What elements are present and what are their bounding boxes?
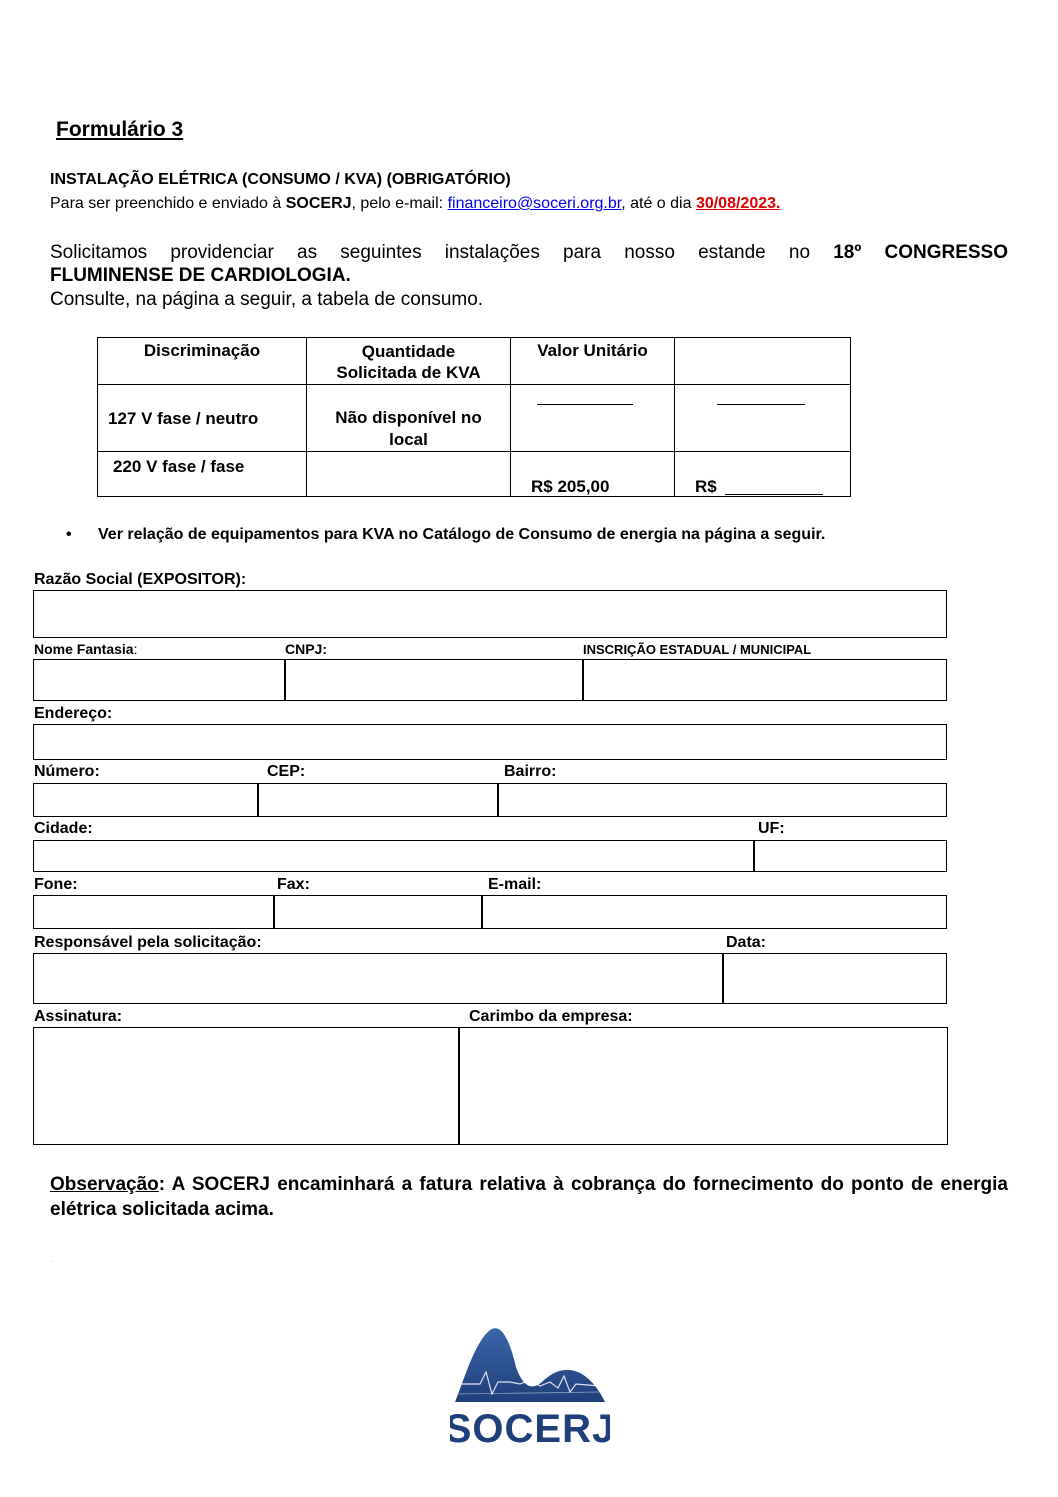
label-bairro: Bairro:: [504, 763, 557, 780]
cell-valor: R$ 205,00: [511, 452, 675, 497]
label-cep: CEP:: [267, 763, 306, 780]
fax-field[interactable]: [273, 895, 483, 929]
blank-line: [717, 404, 805, 405]
kva-table: [97, 337, 851, 497]
label-carimbo: Carimbo da empresa:: [469, 1008, 633, 1025]
label-uf: UF:: [758, 820, 785, 837]
cnpj-field[interactable]: [284, 659, 584, 701]
cell-total[interactable]: R$: [675, 452, 851, 497]
uf-field[interactable]: [753, 840, 947, 872]
label-inscricao: INSCRIÇÃO ESTADUAL / MUNICIPAL: [583, 642, 812, 657]
label-nome-fantasia: Nome Fantasia:: [34, 641, 138, 657]
email-link[interactable]: financeiro@soceri.org.br: [447, 195, 622, 212]
section-subtitle: INSTALAÇÃO ELÉTRICA (CONSUMO / KVA) (OBRIGATÓRIO): [50, 171, 511, 188]
cell-quantidade[interactable]: [307, 452, 511, 497]
bullet-icon: •: [66, 526, 72, 543]
label-assinatura: Assinatura:: [34, 1008, 123, 1025]
razao-social-field[interactable]: [33, 590, 947, 638]
header-valor-unitario: Valor Unitário: [511, 338, 675, 385]
cell-valor[interactable]: [511, 385, 675, 452]
logo-text: SOCERJ: [450, 1407, 610, 1451]
stray-dot: .: [50, 1255, 53, 1264]
cep-field[interactable]: [257, 783, 499, 817]
header-total: [675, 338, 851, 385]
instruction-line: Para ser preenchido e enviado à SOCERJ, pelo e-mail: financeiro@soceri.org.br, até o dia 30/08/2023.: [50, 195, 781, 212]
blank-line: [725, 494, 823, 495]
observation-paragraph: Observação: A SOCERJ encaminhará a fatura relativa à cobrança do fornecimento do ponto de energia elétrica solicitada acima.: [50, 1174, 1008, 1220]
form-title: Formulário 3: [56, 118, 184, 141]
inscricao-field[interactable]: [582, 659, 947, 701]
numero-field[interactable]: [33, 783, 259, 817]
carimbo-field[interactable]: [458, 1027, 948, 1145]
header-quantidade: Quantidade Solicitada de KVA: [307, 338, 511, 385]
table-row: [98, 452, 851, 497]
label-cnpj: CNPJ:: [285, 641, 328, 657]
cell-discriminacao: 220 V fase / fase: [98, 452, 307, 497]
label-responsavel: Responsável pela solicitação:: [34, 934, 262, 951]
header-discriminacao: Discriminação: [98, 338, 307, 385]
bairro-field[interactable]: [497, 783, 947, 817]
label-endereco: Endereço:: [34, 705, 113, 722]
label-cidade: Cidade:: [34, 820, 93, 837]
blank-line: [537, 404, 633, 405]
intro-paragraph-line3: Consulte, na página a seguir, a tabela de consumo.: [50, 289, 484, 310]
cell-total[interactable]: [675, 385, 851, 452]
assinatura-field[interactable]: [33, 1027, 460, 1145]
email-field[interactable]: [481, 895, 947, 929]
table-row: [98, 385, 851, 452]
socerj-logo: [450, 1322, 610, 1452]
label-razao-social: Razão Social (EXPOSITOR):: [34, 571, 247, 588]
nome-fantasia-field[interactable]: [33, 659, 286, 701]
equipment-note: Ver relação de equipamentos para KVA no Catálogo de Consumo de energia na página a seguir.: [98, 526, 826, 543]
cell-discriminacao: 127 V fase / neutro: [98, 385, 307, 452]
label-fone: Fone:: [34, 876, 78, 893]
label-numero: Número:: [34, 763, 100, 780]
responsavel-field[interactable]: [33, 953, 724, 1004]
data-field[interactable]: [722, 953, 947, 1004]
deadline-date: 30/08/2023.: [695, 195, 781, 212]
cidade-field[interactable]: [33, 840, 755, 872]
sugarloaf-mountain-icon: [450, 1322, 610, 1452]
label-fax: Fax:: [277, 876, 310, 893]
intro-paragraph-line1: Solicitamos providenciar as seguintes instalações para nosso estande no 18º CONGRESSO: [50, 242, 1008, 263]
label-data: Data:: [726, 934, 767, 951]
table-header-row: [98, 338, 851, 385]
cell-quantidade: Não disponível no local: [307, 385, 511, 452]
fone-field[interactable]: [33, 895, 275, 929]
label-email: E-mail:: [488, 876, 542, 893]
intro-paragraph-line2: FLUMINENSE DE CARDIOLOGIA.: [50, 265, 351, 286]
endereco-field[interactable]: [33, 724, 947, 760]
